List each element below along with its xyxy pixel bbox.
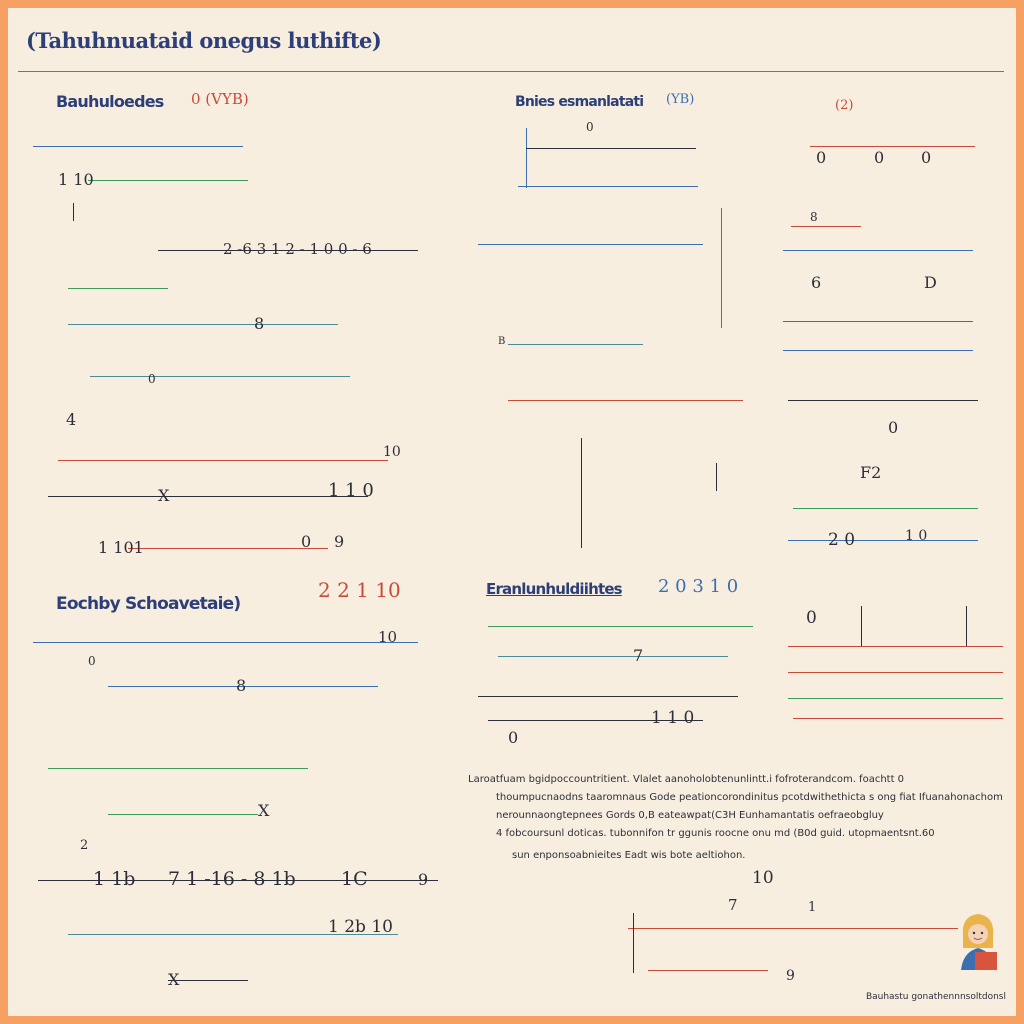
- axis-line: [518, 186, 698, 187]
- footer-caption: Bauhastu gonathennnsoltdonsl: [865, 992, 1006, 1002]
- axis-line: [793, 718, 1003, 719]
- axis-line: [88, 180, 248, 181]
- axis-line: [478, 244, 703, 245]
- panel-3-tag: (2): [835, 98, 854, 113]
- page-title: (Tahuhnuataid onegus luthifte): [26, 28, 382, 53]
- panel-4-heading: Eochby Schoavetaie): [56, 594, 241, 614]
- axis-line: [526, 128, 527, 188]
- value-label: 10: [752, 868, 774, 888]
- axis-line: [788, 698, 1003, 699]
- value-label: 8: [810, 210, 818, 224]
- panel-5-heading: Eranlunhuldiihtes: [486, 580, 622, 598]
- value-label: 2 0: [828, 530, 856, 550]
- axis-line: [33, 146, 243, 147]
- avatar: [953, 908, 1003, 978]
- value-label: B: [498, 336, 506, 347]
- axis-line: [788, 646, 1003, 647]
- axis-line: [68, 324, 338, 325]
- value-label: 9: [418, 870, 429, 889]
- axis-line: [633, 913, 634, 973]
- paragraph-line: Laroatfuam bgidpoccountritient. Vlalet aanoholobtenunlintt.i fofroterandcom. foachtt 0: [468, 774, 905, 785]
- value-label: 7 1 -16 - 8 1b: [168, 868, 296, 890]
- value-label: X: [158, 486, 170, 505]
- axis-line: [788, 672, 1003, 673]
- value-label: F2: [860, 463, 882, 482]
- value-label: 1 10: [58, 170, 94, 189]
- value-label: 0: [148, 372, 156, 386]
- value-label: 1 1b: [93, 868, 136, 890]
- axis-line: [488, 626, 753, 627]
- value-label: D: [924, 273, 937, 292]
- axis-line: [791, 226, 861, 227]
- paragraph-line: nerounnaongtepnees Gords 0,B eateawpat(C3H Eunhamantatis oefraeobgluy: [496, 810, 884, 821]
- paragraph-line: thoumpucnaodns taaromnaus Gode peationcorondinitus pcotdwithethicta s ong fiat Ifuanahonachom: [496, 792, 1003, 803]
- axis-line: [48, 496, 368, 497]
- axis-line: [788, 400, 978, 401]
- value-label: 9: [786, 968, 795, 984]
- axis-line: [48, 768, 308, 769]
- panel-2-tag: (YB): [666, 92, 695, 107]
- value-label: 1: [808, 900, 817, 915]
- panel-1-tag: 0 (VYB): [191, 90, 249, 108]
- tick-mark: [716, 463, 717, 491]
- axis-line: [526, 148, 696, 149]
- value-label: X: [168, 970, 180, 989]
- axis-line: [508, 400, 743, 401]
- tick-mark: [73, 203, 74, 221]
- value-label: 10: [378, 628, 398, 646]
- axis-line: [168, 980, 248, 981]
- panel-1-heading: Bauhuloedes: [56, 92, 164, 111]
- value-label: 9: [334, 532, 345, 551]
- value-label: 1 1 0: [328, 480, 374, 501]
- value-label: 1 2b 10: [328, 917, 393, 937]
- value-label: 1 0: [905, 528, 928, 544]
- axis-line: [783, 250, 973, 251]
- axis-line: [58, 460, 388, 461]
- tick-mark: [861, 606, 862, 646]
- value-label: 7: [728, 896, 738, 914]
- axis-line: [793, 508, 978, 509]
- axis-line: [783, 321, 973, 322]
- axis-line: [128, 548, 328, 549]
- value-label: 1C: [341, 868, 368, 890]
- axis-line: [581, 438, 582, 548]
- title-divider: [18, 71, 1004, 72]
- value-label: 0: [508, 728, 519, 747]
- value-label: 2: [80, 838, 89, 853]
- value-label: 0: [921, 148, 932, 167]
- value-label: 8: [236, 676, 247, 695]
- axis-line: [90, 376, 350, 377]
- paragraph-line: 4 fobcoursunl doticas. tubonnifon tr ggunis roocne onu md (B0d guid. utopmaentsnt.60: [496, 828, 935, 839]
- value-label: 0: [301, 532, 312, 551]
- value-label: 2 -6 3 1 2 - 1 0 0 - 6: [223, 240, 372, 258]
- value-label: 0: [888, 418, 899, 437]
- value-label: 0: [88, 654, 96, 668]
- axis-line: [648, 970, 768, 971]
- value-label: 1 1 0: [651, 708, 695, 728]
- axis-line: [108, 814, 258, 815]
- panel-5-tag: 2 0 3 1 0: [658, 576, 739, 597]
- value-label: 4: [66, 410, 77, 429]
- axis-line: [783, 350, 973, 351]
- axis-line: [508, 344, 643, 345]
- value-label: 8: [254, 314, 265, 333]
- value-label: 0: [586, 120, 594, 134]
- panel-2-heading: Bnies esmanlatati: [515, 94, 644, 110]
- axis-line: [628, 928, 958, 929]
- value-label: 6: [811, 273, 822, 292]
- axis-line: [33, 642, 418, 643]
- panel-4-tag: 2 2 1 10: [318, 578, 401, 602]
- value-label: 7: [633, 646, 644, 665]
- page: [8, 8, 1016, 1016]
- axis-line: [478, 696, 738, 697]
- value-label: 1 101: [98, 538, 144, 557]
- tick-mark: [966, 606, 967, 646]
- paragraph-line: sun enponsoabnieites Eadt wis bote aeltiohon.: [512, 850, 746, 861]
- value-label: 10: [383, 444, 401, 460]
- axis-line: [788, 540, 978, 541]
- axis-line: [810, 146, 975, 147]
- axis-line: [68, 288, 168, 289]
- value-label: 0: [816, 148, 827, 167]
- value-label: 0: [806, 608, 817, 628]
- value-label: X: [258, 801, 270, 820]
- axis-line: [721, 208, 722, 328]
- axis-line: [498, 656, 728, 657]
- value-label: 0: [874, 148, 885, 167]
